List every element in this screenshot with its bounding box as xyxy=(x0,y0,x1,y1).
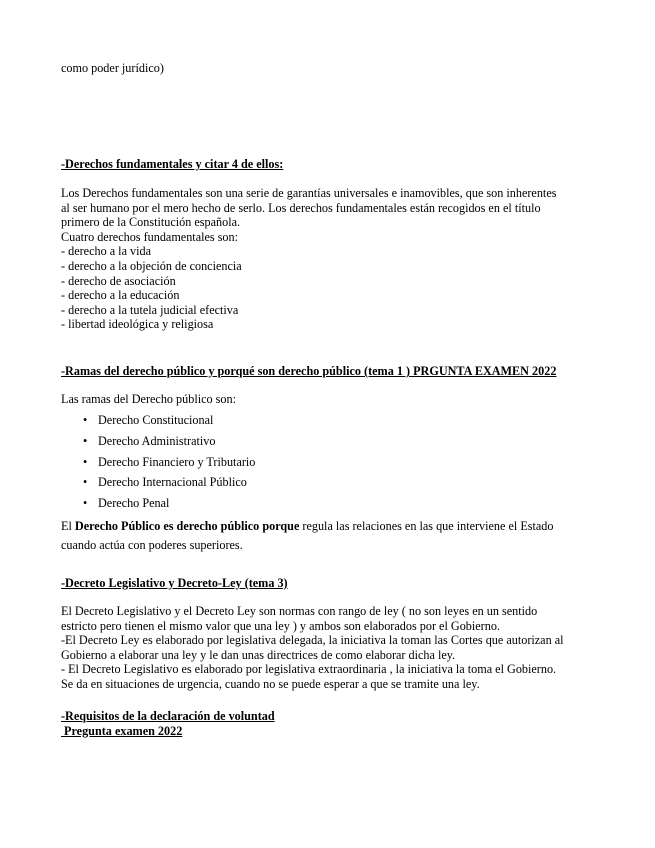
heading-line: Pregunta examen 2022 xyxy=(61,723,183,738)
heading-line: -Requisitos de la declaración de voluntad xyxy=(61,709,275,723)
list-item: - derecho a la educación xyxy=(61,288,180,303)
text-line: -El Decreto Ley es elaborado por legislativa delegada, la iniciativa la toman las Cortes que autorizan al xyxy=(61,633,564,648)
bullet-item: • Derecho Penal xyxy=(61,493,601,514)
ramas-bullet-list xyxy=(61,410,601,514)
heading-decreto: -Decreto Legislativo y Decreto-Ley (tema 3) xyxy=(61,576,288,590)
list-item: - derecho de asociación xyxy=(61,273,176,288)
heading-ramas-derecho-publico: -Ramas del derecho público y porqué son derecho público (tema 1 ) PRGUNTA EXAMEN 2022 xyxy=(61,364,557,378)
derechos-paragraph xyxy=(61,186,601,332)
text-line: - El Decreto Legislativo es elaborado por legislativa extraordinaria , la iniciativa la toma el Gobierno. xyxy=(61,662,557,677)
closing-lead: El xyxy=(61,519,75,533)
ramas-closing-paragraph xyxy=(61,517,601,554)
closing-rest: regula las relaciones en las que interviene el Estado xyxy=(299,519,554,533)
closing-bold: Derecho Público es derecho público porque xyxy=(74,519,300,533)
text-line: primero de la Constitución española. xyxy=(61,215,241,230)
heading-derechos-fundamentales: -Derechos fundamentales y citar 4 de ellos: xyxy=(61,157,284,171)
list-item: - derecho a la objeción de conciencia xyxy=(61,258,242,273)
text-line: Gobierno a elaborar una ley y le dan unas directrices de como elaborar dicha ley. xyxy=(61,647,456,662)
list-item: - libertad ideológica y religiosa xyxy=(61,317,214,332)
bullet-item: • Derecho Constitucional xyxy=(61,410,601,431)
text-line: Se da en situaciones de urgencia, cuando no se puede esperar a que se tramite una ley. xyxy=(61,676,480,691)
decreto-paragraph xyxy=(61,604,601,692)
heading-requisitos xyxy=(61,709,601,738)
text-line: El Decreto Legislativo y el Decreto Ley son normas con rango de ley ( no son leyes en un sentido xyxy=(61,604,538,618)
text-line: estricto pero tienen el mismo valor que una ley ) y ambos son elaborados por el Gobierno. xyxy=(61,618,500,633)
closing-line2: cuando actúa con poderes superiores. xyxy=(61,537,243,552)
list-item: - derecho a la vida xyxy=(61,244,152,259)
bullet-item: • Derecho Internacional Público xyxy=(61,472,601,493)
bullet-item: • Derecho Financiero y Tributario xyxy=(61,452,601,473)
text-line: Los Derechos fundamentales son una serie de garantías universales e inamovibles, que son inherentes xyxy=(61,186,557,200)
bullet-item: • Derecho Administrativo xyxy=(61,431,601,452)
text-line: Cuatro derechos fundamentales son: xyxy=(61,229,239,244)
text-line: al ser humano por el mero hecho de serlo. Los derechos fundamentales están recogidos en el título xyxy=(61,200,541,215)
list-item: - derecho a la tutela judicial efectiva xyxy=(61,302,239,317)
intro-fragment: como poder jurídico) xyxy=(61,61,164,75)
ramas-intro: Las ramas del Derecho público son: xyxy=(61,392,236,406)
